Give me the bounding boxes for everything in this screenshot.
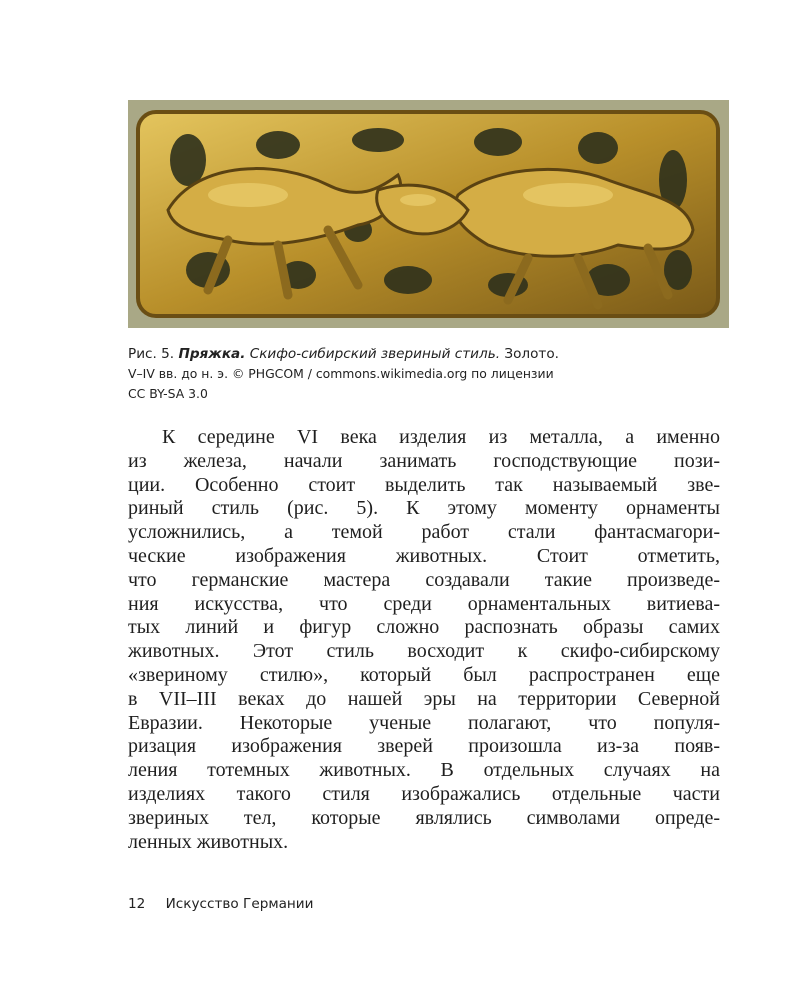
buckle-image — [128, 100, 729, 328]
caption-line-1 — [128, 344, 728, 364]
body-line: тых линий и фигур сложно распознать образы самих — [128, 616, 720, 639]
body-line: Евразии. Некоторые ученые полагают, что популя- — [128, 711, 720, 734]
caption-description: Скифо-сибирский звериный стиль. — [249, 346, 501, 362]
page-number: 12 — [128, 896, 146, 912]
body-line: ния искусства, что среди орнаментальных витиева- — [128, 592, 720, 615]
body-line: изделиях такого стиля изображались отдельные части — [128, 782, 720, 805]
caption-material: Золото. — [504, 346, 559, 362]
body-line: в VII–III веках до нашей эры на территории Северной — [128, 687, 720, 710]
body-line: ческие изображения животных. Стоит отметить, — [128, 544, 720, 567]
page-footer — [128, 896, 313, 912]
caption-title: Пряжка. — [178, 346, 246, 362]
body-line: «звериному стилю», который был распространен еще — [128, 663, 720, 686]
caption-prefix: Рис. 5. — [128, 346, 175, 362]
body-line: ризация изображения зверей произошла из-за появ- — [128, 735, 720, 758]
figure-caption — [128, 344, 728, 404]
body-line: риный стиль (рис. 5). К этому моменту орнаменты — [128, 497, 720, 520]
body-line: К середине VI века изделия из металла, а именно — [162, 426, 720, 448]
body-line: что германские мастера создавали такие произведе- — [128, 568, 720, 591]
running-title: Искусство Германии — [165, 896, 314, 912]
body-line: из железа, начали занимать господствующие пози- — [128, 449, 720, 472]
buckle-photo — [128, 100, 729, 328]
body-line: усложнились, а темой работ стали фантасмагори- — [128, 521, 720, 544]
caption-line-3: CC BY-SA 3.0 — [128, 386, 208, 401]
body-paragraph — [128, 426, 720, 854]
body-line: животных. Этот стиль восходит к скифо-сибирскому — [128, 640, 720, 663]
caption-line-2: V–IV вв. до н. э. © PHGCOM / commons.wikimedia.org по лицензии — [128, 366, 554, 381]
body-line: ции. Особенно стоит выделить так называемый зве- — [128, 473, 720, 496]
body-line: звериных тел, которые являлись символами опреде- — [128, 806, 720, 829]
body-line: ления тотемных животных. В отдельных случаях на — [128, 759, 720, 782]
body-line: ленных животных. — [128, 830, 289, 853]
